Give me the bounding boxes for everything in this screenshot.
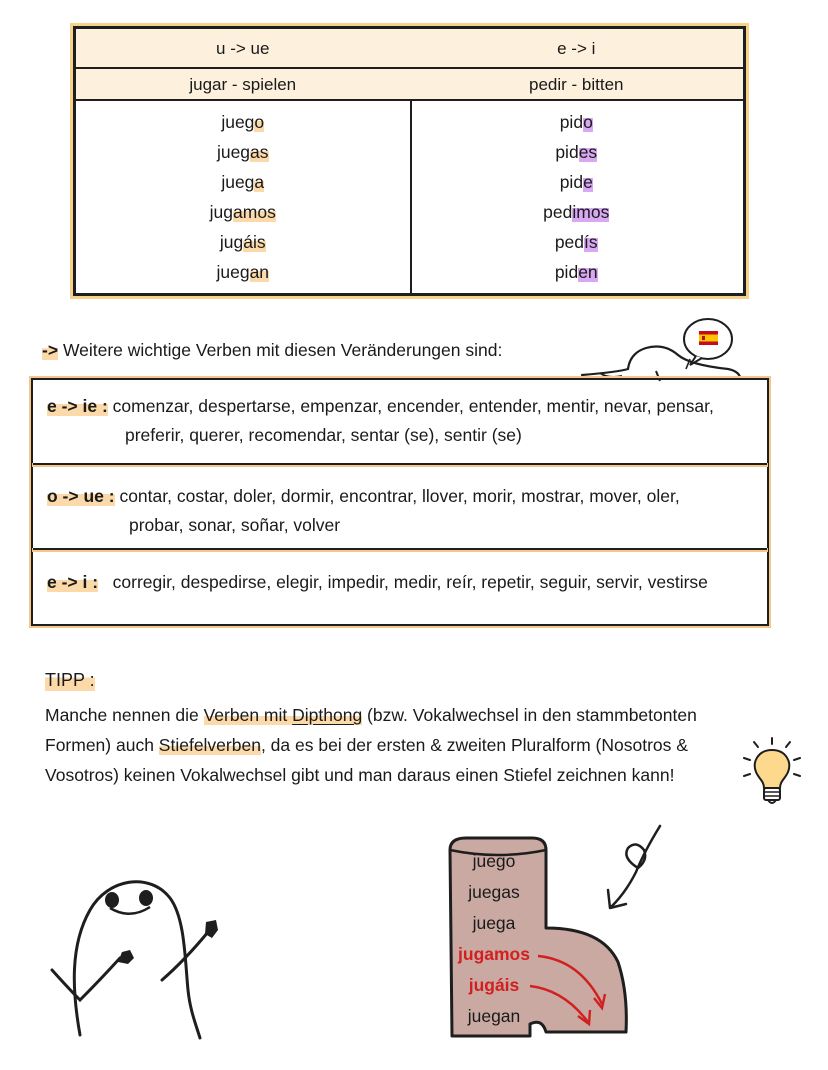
verb-group-e-i — [33, 568, 767, 597]
verb-group-rule: e -> ie : — [47, 396, 108, 416]
intro-line — [42, 340, 502, 361]
form-stem: pid — [559, 172, 584, 192]
verb-groups-box — [31, 378, 769, 626]
form-stem: jueg — [221, 112, 255, 132]
lying-character-icon — [578, 315, 743, 383]
conjugation-form — [76, 227, 410, 257]
verb-group-line: probar, sonar, soñar, volver — [129, 515, 341, 535]
form-stem: pid — [559, 112, 584, 132]
form-stem: jueg — [216, 142, 251, 162]
conjugation-form — [410, 257, 744, 287]
tipp-text: , da es bei der ersten & zweiten Pluralform (Nosotros & — [260, 735, 688, 755]
form-stem: pid — [554, 262, 579, 282]
form-stem: ped — [543, 202, 573, 222]
conjugation-form — [76, 197, 410, 227]
form-stem: jueg — [221, 172, 255, 192]
form-stem: jug — [219, 232, 244, 252]
boot-form-highlighted: jugamos — [458, 944, 530, 964]
conjugation-form — [410, 107, 744, 137]
verb-group-line: contar, costar, doler, dormir, encontrar, llover, morir, mostrar, mover, oler, — [119, 486, 680, 506]
form-stem: jueg — [216, 262, 250, 282]
form-ending: o — [254, 112, 265, 132]
column-rule-header: u -> ue — [76, 29, 410, 69]
tipp-highlight: Verben mit — [203, 705, 293, 725]
tipp-text: (bzw. Vokalwechsel in den stammbetonten — [362, 705, 697, 725]
thumbs-up-character-icon — [50, 850, 230, 1040]
table-column-e-i — [410, 29, 744, 293]
verb-group-line: corregir, despedirse, elegir, impedir, medir, reír, repetir, seguir, servir, vestirse — [112, 572, 708, 592]
form-stem: pid — [555, 142, 579, 162]
form-stem: ped — [554, 232, 585, 252]
verb-group-o-ue — [33, 482, 767, 540]
boot-form-highlighted: jugáis — [468, 975, 520, 995]
conjugation-form — [410, 167, 744, 197]
group-divider — [33, 548, 767, 550]
conjugation-form — [76, 257, 410, 287]
tipp-highlight: Stiefelverben — [158, 735, 261, 755]
verb-group-rule: e -> i : — [47, 572, 99, 592]
form-ending: as — [250, 142, 269, 162]
form-ending: áis — [243, 232, 266, 252]
conjugation-form — [410, 137, 744, 167]
conjugation-form — [76, 107, 410, 137]
conjugation-form — [76, 167, 410, 197]
tipp-underlined-word: Dipthong — [292, 705, 363, 725]
column-rule-header: e -> i — [410, 29, 744, 69]
conjugation-form — [410, 197, 744, 227]
column-infinitive-header: jugar - spielen — [76, 69, 410, 101]
lightbulb-icon — [740, 736, 804, 810]
intro-text: Weitere wichtige Verben mit diesen Veränderungen sind: — [62, 340, 503, 360]
boot-form: juegas — [468, 882, 520, 902]
conjugation-forms — [410, 107, 744, 287]
form-ending: e — [583, 172, 593, 192]
tipp-label: TIPP : — [45, 670, 95, 690]
tipp-text: Vosotros) keinen Vokalwechsel gibt und man daraus einen Stiefel zeichnen kann! — [45, 765, 675, 785]
conjugation-form — [410, 227, 744, 257]
boot-form: juega — [472, 913, 516, 933]
boot-form: juegan — [467, 1006, 521, 1026]
form-ending: an — [249, 262, 270, 282]
boot-conjugation-list — [452, 846, 602, 1032]
verb-group-line: preferir, querer, recomendar, sentar (se), sentir (se) — [125, 425, 522, 445]
form-ending: a — [254, 172, 265, 192]
tipp-text: Formen) auch — [45, 735, 159, 755]
boot-form: juego — [472, 851, 516, 871]
form-stem: jug — [209, 202, 234, 222]
table-column-u-ue — [76, 29, 412, 293]
form-ending: es — [578, 142, 598, 162]
form-ending: ís — [584, 232, 598, 252]
highlight-verben-mit — [204, 705, 363, 725]
conjugation-form — [76, 137, 410, 167]
spain-flag-icon — [699, 331, 718, 345]
curly-arrow-icon — [598, 822, 668, 914]
tipp-paragraph — [45, 700, 750, 790]
form-ending: en — [578, 262, 598, 282]
arrow-marker: -> — [42, 340, 59, 360]
form-ending: amos — [233, 202, 276, 222]
verb-group-line: comenzar, despertarse, empenzar, encender, entender, mentir, nevar, pensar, — [112, 396, 714, 416]
verb-group-e-ie — [33, 392, 767, 450]
tipp-text: Manche nennen die — [45, 705, 204, 725]
conjugation-forms — [76, 107, 410, 287]
column-infinitive-header: pedir - bitten — [410, 69, 744, 101]
verb-group-rule: o -> ue : — [47, 486, 115, 506]
conjugation-table — [73, 26, 746, 296]
form-ending: o — [583, 112, 593, 132]
group-divider — [33, 463, 767, 465]
form-ending: imos — [572, 202, 610, 222]
